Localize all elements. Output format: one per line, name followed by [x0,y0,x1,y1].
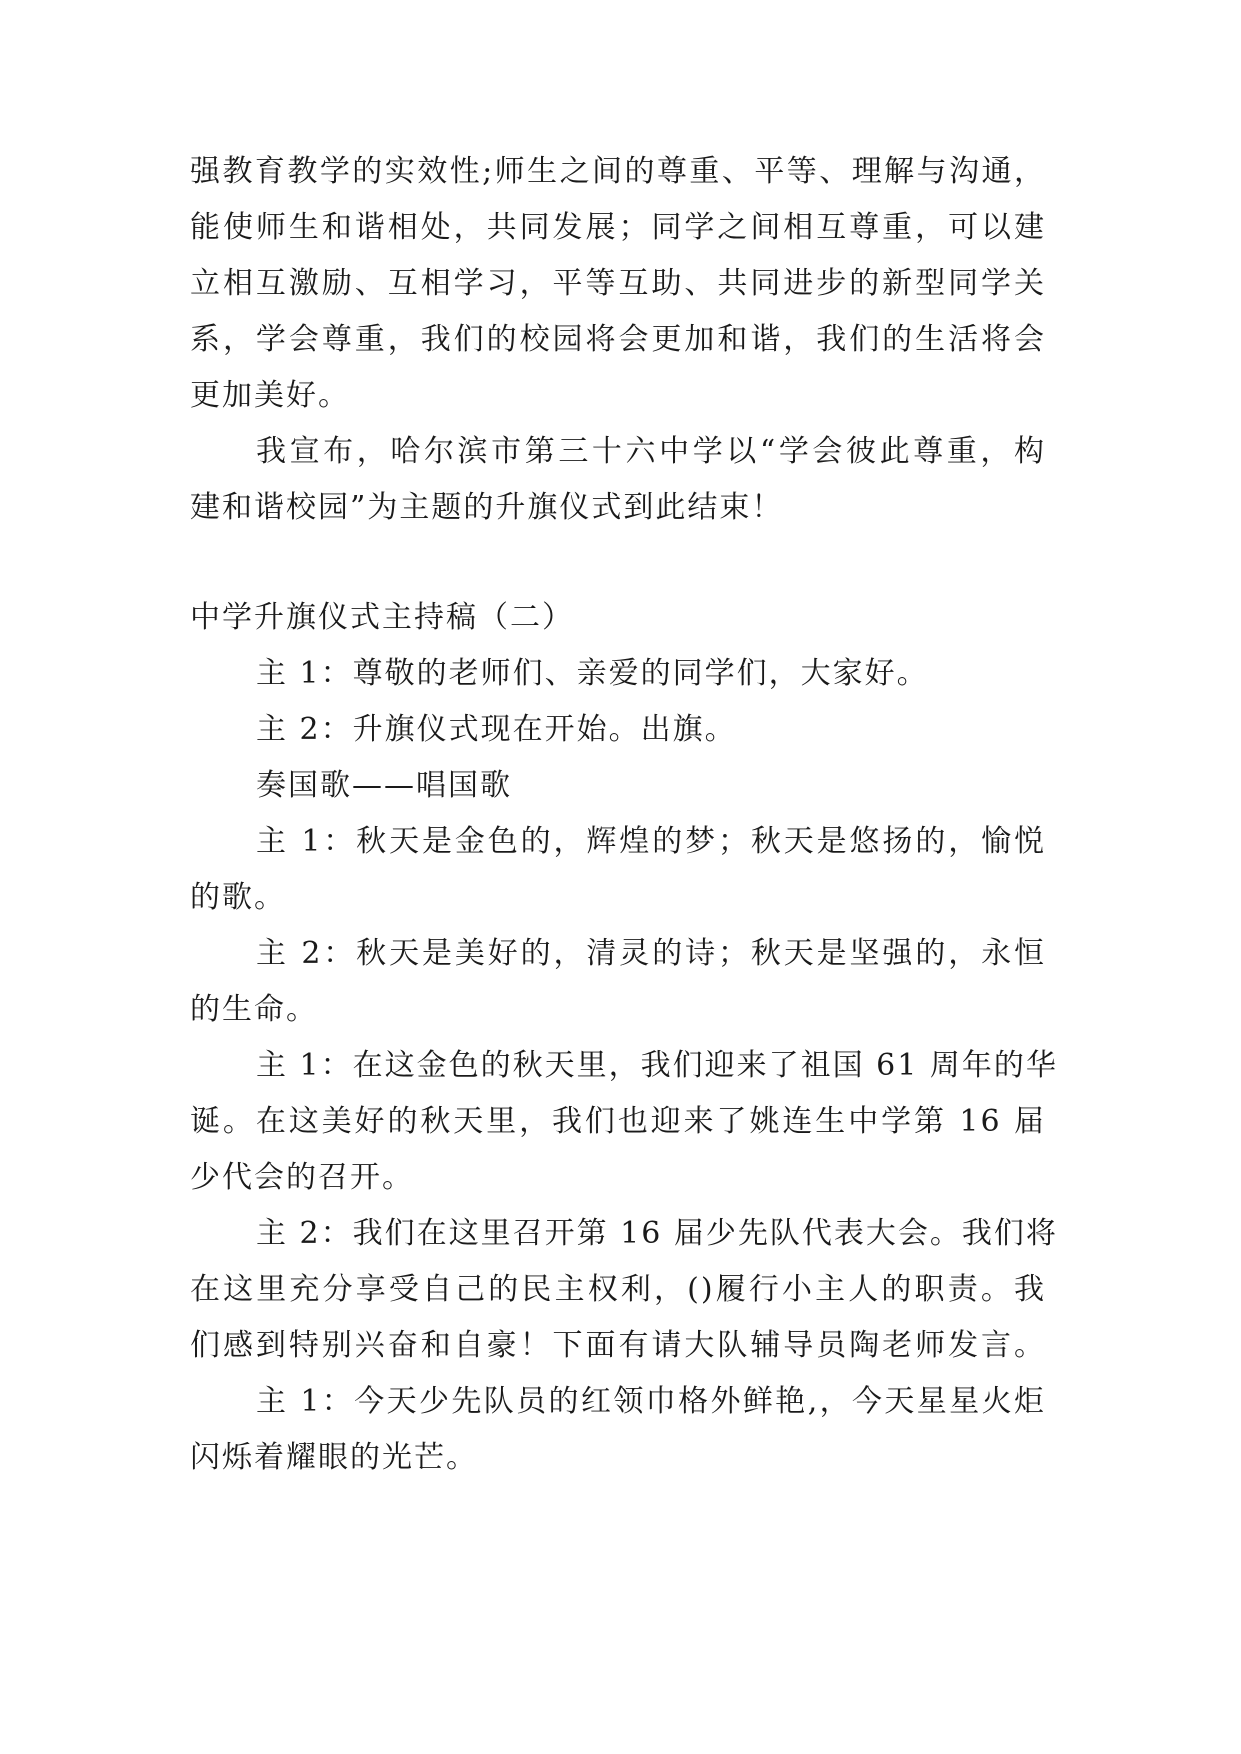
paragraph-line: 主 1：尊敬的老师们、亲爱的同学们，大家好。 [256,656,929,691]
paragraph-line: 主 1：今天少先队员的红领巾格外鲜艳,，今天星星火炬 [256,1384,1046,1419]
paragraph-line: 在这里充分享受自己的民主权利，()履行小主人的职责。我 [190,1272,1046,1307]
paragraph-line: 系，学会尊重，我们的校园将会更加和谐，我们的生活将会 [190,322,1046,357]
paragraph-line: 们感到特别兴奋和自豪！下面有请大队辅导员陶老师发言。 [190,1328,1046,1363]
paragraph-line: 主 2：我们在这里召开第 16 届少先队代表大会。我们将 [256,1216,1058,1251]
paragraph-line: 主 1：秋天是金色的，辉煌的梦；秋天是悠扬的，愉悦 [256,824,1046,859]
paragraph-line: 能使师生和谐相处，共同发展；同学之间相互尊重，可以建 [190,210,1046,245]
paragraph-line: 强教育教学的实效性;师生之间的尊重、平等、理解与沟通， [190,154,1046,189]
paragraph-line: 主 2：秋天是美好的，清灵的诗；秋天是坚强的，永恒 [256,936,1046,971]
paragraph-line: 的歌。 [190,880,286,915]
paragraph-line: 更加美好。 [190,378,350,413]
section-heading: 中学升旗仪式主持稿（二） [190,600,574,635]
paragraph-line: 少代会的召开。 [190,1160,414,1195]
paragraph-line: 主 2：升旗仪式现在开始。出旗。 [256,712,737,747]
paragraph-line: 立相互激励、互相学习，平等互助、共同进步的新型同学关 [190,266,1046,301]
paragraph-line: 主 1：在这金色的秋天里，我们迎来了祖国 61 周年的华 [256,1048,1058,1083]
paragraph-line: 建和谐校园”为主题的升旗仪式到此结束！ [190,490,784,525]
paragraph-line: 我宣布，哈尔滨市第三十六中学以“学会彼此尊重，构 [256,434,1046,469]
paragraph-line: 奏国歌——唱国歌 [256,768,512,803]
paragraph-line: 诞。在这美好的秋天里，我们也迎来了姚连生中学第 16 届 [190,1104,1046,1139]
paragraph-line: 的生命。 [190,992,318,1027]
paragraph-line: 闪烁着耀眼的光芒。 [190,1440,478,1475]
